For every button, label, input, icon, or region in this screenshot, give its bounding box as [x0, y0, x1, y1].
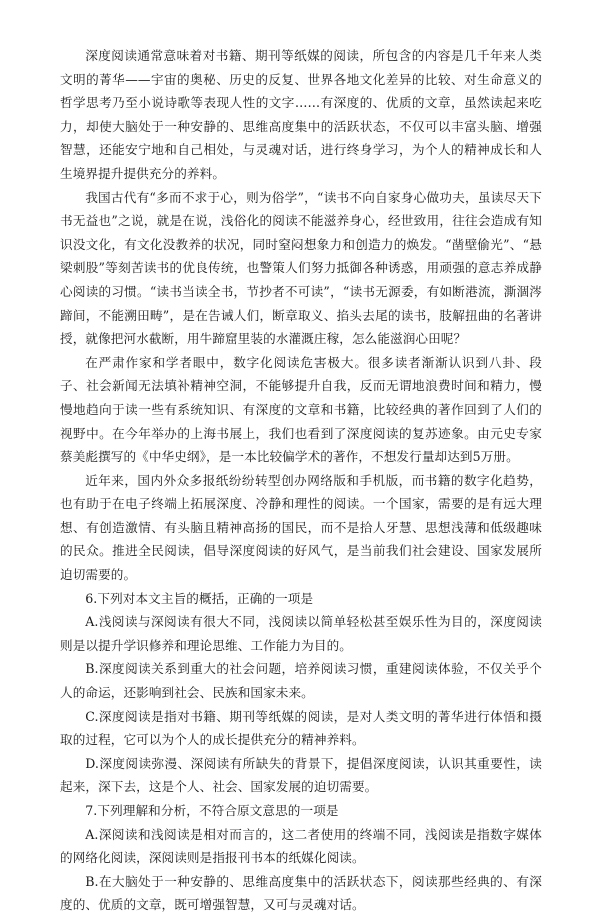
- question-7-option-a: A.深阅读和浅阅读是相对而言的，这二者使用的终端不同，浅阅读是指数字媒体的网络化阅读，深阅读则是指报刊书本的纸媒化阅读。: [60, 826, 542, 866]
- question-6-option-c: C.深度阅读是指对书籍、期刊等纸媒的阅读，是对人类文明的菁华进行体悟和摄取的过程，它可以为个人的成长提供充分的精神养料。: [60, 708, 542, 748]
- question-7-option-b: B.在大脑处于一种安静的、思维高度集中的活跃状态下，阅读那些经典的、有深度的、优质的文章，既可增强智慧，又可与灵魂对话。: [60, 873, 542, 913]
- question-6-option-a: A.浅阅读与深阅读有很大不同，浅阅读以简单轻松甚至娱乐性为目的，深度阅读则是以提升学识修养和理论思维、工作能力为目的。: [60, 614, 542, 653]
- question-6: 6.下列对本文主旨的概括，正确的一项是: [85, 590, 314, 606]
- paragraph-4: 近年来，国内外众多报纸纷纷转型创办网络版和手机版，而书籍的数字化趋势，也有助于在电子终端上拓展深度、冷静和理性的阅读。一个国家，需要的是有远大理想、有创造激情、有头脑且精神高扬的国民，而不是拾人牙慧、思想浅薄和低级趣味的民众。推进全民阅读，倡导深度阅读的好风气，是当前我们社会建设、国家发展所迫切需要的。: [60, 472, 542, 583]
- question-7: 7.下列理解和分析，不符合原文意思的一项是: [85, 803, 339, 818]
- question-6-option-d: D.深度阅读弥漫、深阅读有所缺失的背景下，提倡深度阅读，认识其重要性，读起来，深下去，这是个人、社会、国家发展的迫切需要。: [60, 755, 542, 795]
- paragraph-3: 在严肃作家和学者眼中，数字化阅读危害极大。很多读者渐渐认识到八卦、段子、社会新闻无法填补精神空洞，不能够提升自我，反而无谓地浪费时间和精力，慢慢地趋向于读一些有系统知识、有深度的文章和书籍，比较经典的著作回到了人们的视野中。在今年举办的上海书展上，我们也看到了深度阅读的复苏迹象。由元史专家蔡美彪撰写的《中华史纲》，是一本比较偏学术的著作，不想发行量却达到5万册。: [60, 354, 542, 465]
- question-6-option-b: B.深度阅读关系到重大的社会问题，培养阅读习惯，重建阅读体验，不仅关乎个人的命运，还影响到社会、民族和国家未来。: [60, 661, 542, 701]
- paragraph-2: 我国古代有“多而不求于心，则为俗学”，“读书不向自家身心做功夫，虽读尽天下书无益也”之说，就是在说，浅俗化的阅读不能滋养身心，经世致用，往往会造成有知识没文化，有文化没教养的状况，同时窒闷想象力和创造力的焕发。“凿壁偷光”、“悬梁刺股”等刻苦读书的优良传统，也警策人们努力抵御各种诱惑，用顽强的意志养成静心阅读的习惯。“读书当读全书，节抄者不可读”，“读书无源委，有如断港流，澌涸涔蹄间，不能溯田畴”，是在告诫人们，断章取义、掐头去尾的读书，肢解扭曲的名著讲授，就像把河水截断，用牛蹄窟里装的水灌溉庄稼，怎么能滋润心田呢？: [60, 189, 542, 347]
- paragraph-1: 深度阅读通常意味着对书籍、期刊等纸媒的阅读，所包含的内容是几千年来人类文明的菁华——宇宙的奥秘、历史的反复、世界各地文化差异的比较、对生命意义的哲学思考乃至小说诗歌等表现人性的文字……有深度的、优质的文章，虽然读起来吃力，却使大脑处于一种安静的、思维高度集中的活跃状态，不仅可以丰富头脑、增强智慧，还能安宁地和自己相处，与灵魂对话，进行终身学习，为个人的精神成长和人生境界提升提供充分的养料。: [60, 48, 542, 181]
